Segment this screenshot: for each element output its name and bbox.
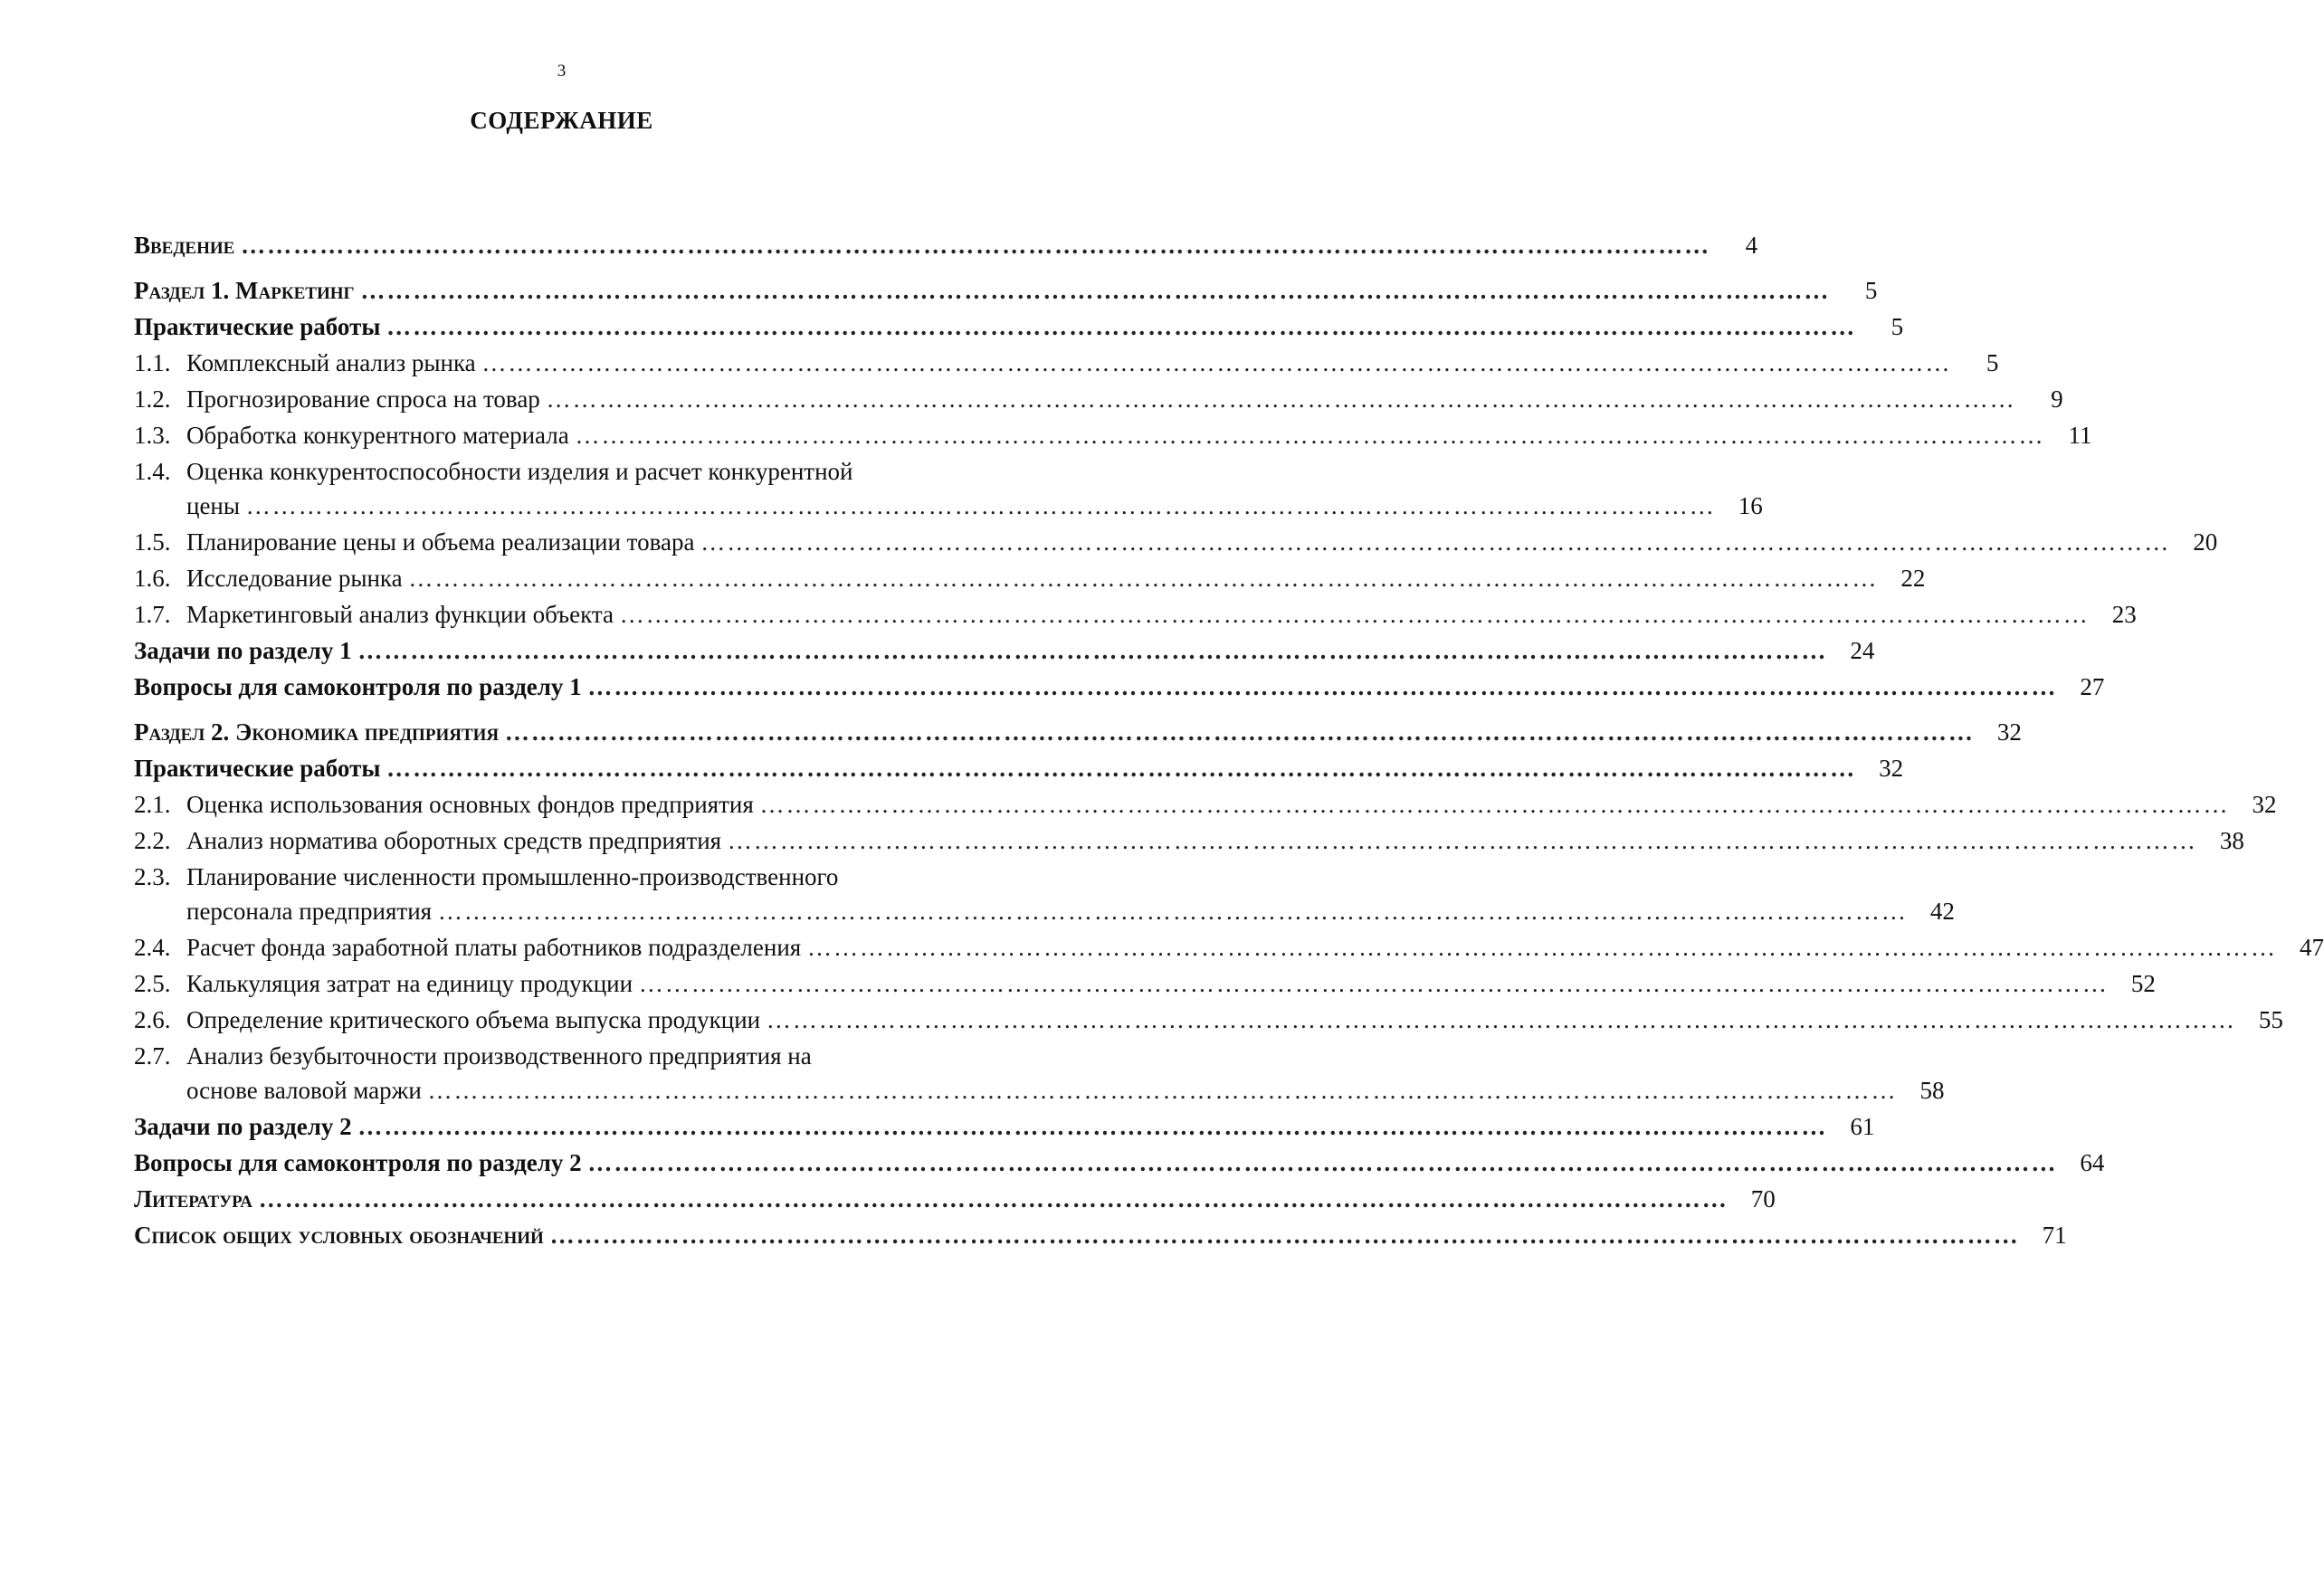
toc-entry-number: 1.7. bbox=[134, 601, 171, 628]
toc-entry-page: 9 bbox=[2051, 385, 2063, 413]
toc-entry-title: Обработка конкурентного материала bbox=[186, 422, 569, 449]
toc-entry-title: Маркетинговый анализ функции объекта bbox=[186, 601, 614, 628]
toc-entry-number: 2.5. bbox=[134, 970, 171, 997]
dot-leader: …………………………………………………………………………………………………………………………………………………… bbox=[619, 601, 2090, 628]
toc-entry[interactable] bbox=[134, 597, 2137, 632]
toc-entry-text bbox=[186, 454, 1716, 523]
toc-entry-title: Оценка конкурентоспособности изделия и расчет конкурентной bbox=[186, 458, 853, 485]
toc-entry-text bbox=[134, 751, 1856, 785]
toc-entry-page: 24 bbox=[1850, 637, 1875, 664]
toc-entry[interactable] bbox=[134, 1182, 1776, 1216]
toc-entry-page: 20 bbox=[2193, 528, 2218, 556]
toc-entry[interactable] bbox=[134, 1039, 1945, 1108]
toc-entry-text bbox=[134, 309, 1856, 344]
toc-entry-page: 70 bbox=[1750, 1185, 1776, 1212]
toc-entry-number: 1.6. bbox=[134, 565, 171, 592]
dot-leader: …………………………………………………………………………………………………………………………………………………… bbox=[386, 313, 1857, 340]
toc-entry-page: 5 bbox=[1864, 277, 1878, 304]
toc-entry[interactable] bbox=[134, 966, 2156, 1001]
toc-entry-title: Анализ норматива оборотных средств предприятия bbox=[186, 827, 722, 854]
toc-entry-page: 11 bbox=[2068, 422, 2092, 449]
dot-leader: …………………………………………………………………………………………………………………………………………………… bbox=[806, 934, 2277, 961]
toc-entry-page: 5 bbox=[1891, 313, 1904, 340]
toc-entry-title: Калькуляция затрат на единицу продукции bbox=[186, 970, 633, 997]
toc-entry-title: Расчет фонда заработной платы работников подразделения bbox=[186, 934, 802, 961]
toc-entry-continuation: цены bbox=[186, 492, 241, 519]
toc-entry-title: Планирование численности промышленно-производственного bbox=[186, 863, 839, 890]
toc-entry-text bbox=[134, 273, 1830, 308]
toc-entry-text bbox=[134, 1218, 2020, 1252]
toc-entry-page: 55 bbox=[2258, 1006, 2283, 1033]
toc-entry-page: 32 bbox=[2252, 791, 2277, 818]
toc-entry[interactable] bbox=[134, 418, 2092, 452]
toc-entry[interactable] bbox=[134, 228, 1758, 262]
toc-entry-page: 64 bbox=[2080, 1149, 2105, 1176]
page-title: СОДЕРЖАНИЕ bbox=[470, 107, 653, 134]
toc-entry-number: 1.2. bbox=[134, 385, 171, 413]
toc-entry-title: Вопросы для самоконтроля по разделу 1 bbox=[134, 673, 582, 700]
toc-entry-number: 1.1. bbox=[134, 349, 171, 376]
dot-leader: …………………………………………………………………………………………………………………………………………………… bbox=[481, 349, 1952, 376]
toc-entry-text bbox=[186, 597, 2090, 632]
toc-entry-title: Анализ безубыточности производственного предприятия на bbox=[186, 1042, 812, 1070]
dot-leader: …………………………………………………………………………………………………………………………………………………… bbox=[357, 637, 1828, 664]
dot-leader: …………………………………………………………………………………………………………………………………………………… bbox=[766, 1006, 2236, 1033]
toc-entry-page: 27 bbox=[2080, 673, 2105, 700]
toc-entry-page: 32 bbox=[1996, 718, 2022, 746]
page-number: 3 bbox=[557, 62, 567, 81]
toc-entry-page: 4 bbox=[1745, 232, 1758, 259]
toc-entry-title: Прогнозирование спроса на товар bbox=[186, 385, 540, 413]
toc-entry-page: 52 bbox=[2130, 970, 2156, 997]
toc-entry-page: 42 bbox=[1929, 898, 1955, 925]
toc-entry[interactable] bbox=[134, 787, 2277, 822]
toc-entry-number: 2.7. bbox=[134, 1042, 171, 1070]
dot-leader: …………………………………………………………………………………………………………………………………………………… bbox=[258, 1185, 1729, 1212]
dot-leader: …………………………………………………………………………………………………………………………………………………… bbox=[437, 898, 1908, 925]
toc-entry-text bbox=[134, 1146, 2057, 1180]
toc-entry-title: Задачи по разделу 1 bbox=[134, 637, 352, 664]
dot-leader: …………………………………………………………………………………………………………………………………………………… bbox=[587, 673, 2058, 700]
toc-entry-title: Литература bbox=[134, 1185, 252, 1212]
toc-entry-text bbox=[134, 1109, 1827, 1144]
toc-entry-text bbox=[186, 930, 2277, 965]
dot-leader: …………………………………………………………………………………………………………………………………………………… bbox=[241, 232, 1711, 259]
toc-entry-text bbox=[186, 561, 1878, 595]
toc-entry[interactable] bbox=[134, 715, 2022, 749]
dot-leader: …………………………………………………………………………………………………………………………………………………… bbox=[700, 528, 2171, 556]
toc-entry-title: Планирование цены и объема реализации товара bbox=[186, 528, 695, 556]
dot-leader: …………………………………………………………………………………………………………………………………………………… bbox=[360, 277, 1831, 304]
toc-entry-number: 2.3. bbox=[134, 863, 171, 890]
toc-entry-text bbox=[186, 966, 2109, 1001]
toc-entry[interactable] bbox=[134, 454, 1763, 523]
toc-entry-title: Список общих условных обозначений bbox=[134, 1222, 544, 1249]
toc-entry[interactable] bbox=[134, 561, 1926, 595]
toc-entry-text bbox=[186, 823, 2197, 858]
toc-entry-title: Вопросы для самоконтроля по разделу 2 bbox=[134, 1149, 582, 1176]
toc-entry-page: 38 bbox=[2219, 827, 2244, 854]
dot-leader: …………………………………………………………………………………………………………………………………………………… bbox=[549, 1222, 2020, 1249]
toc-entry-text bbox=[186, 382, 2016, 416]
toc-entry-title: Определение критического объема выпуска продукции bbox=[186, 1006, 761, 1033]
toc-entry[interactable] bbox=[134, 1146, 2105, 1180]
dot-leader: …………………………………………………………………………………………………………………………………………………… bbox=[386, 755, 1857, 782]
toc-entry[interactable] bbox=[134, 930, 2324, 965]
toc-entry-continuation: персонала предприятия bbox=[186, 898, 433, 925]
dot-leader: …………………………………………………………………………………………………………………………………………………… bbox=[408, 565, 1879, 592]
toc-entry-title: Раздел 1. Маркетинг bbox=[134, 277, 355, 304]
toc-entry-title: Задачи по разделу 2 bbox=[134, 1113, 352, 1140]
toc-entry-page: 71 bbox=[2042, 1222, 2067, 1249]
toc-entry-page: 32 bbox=[1879, 755, 1904, 782]
toc-entry-text bbox=[186, 525, 2170, 559]
toc-entry-number: 1.5. bbox=[134, 528, 171, 556]
table-of-contents bbox=[134, 228, 2324, 1254]
toc-entry-text bbox=[186, 1003, 2236, 1037]
dot-leader: …………………………………………………………………………………………………………………………………………………… bbox=[357, 1113, 1828, 1140]
toc-entry-title: Практические работы bbox=[134, 755, 381, 782]
toc-entry-page: 23 bbox=[2111, 601, 2137, 628]
toc-entry[interactable] bbox=[134, 633, 1875, 668]
toc-entry-page: 5 bbox=[1986, 349, 1999, 376]
toc-entry-page: 58 bbox=[1919, 1077, 1945, 1104]
toc-entry-text bbox=[134, 633, 1827, 668]
toc-entry-page: 22 bbox=[1900, 565, 1926, 592]
toc-entry-number: 2.2. bbox=[134, 827, 171, 854]
toc-entry-text bbox=[134, 228, 1710, 262]
dot-leader: …………………………………………………………………………………………………………………………………………………… bbox=[245, 492, 1716, 519]
toc-entry[interactable] bbox=[134, 346, 1999, 380]
toc-entry-title: Практические работы bbox=[134, 313, 381, 340]
toc-entry[interactable] bbox=[134, 670, 2105, 704]
toc-entry[interactable] bbox=[134, 382, 2063, 416]
toc-entry-text bbox=[134, 1182, 1729, 1216]
toc-entry-number: 1.3. bbox=[134, 422, 171, 449]
toc-entry-page: 16 bbox=[1738, 492, 1763, 519]
toc-entry-text bbox=[134, 715, 1975, 749]
toc-entry[interactable] bbox=[134, 1109, 1875, 1144]
toc-entry[interactable] bbox=[134, 1003, 2283, 1037]
toc-entry-text bbox=[186, 860, 1908, 928]
toc-entry-number: 2.6. bbox=[134, 1006, 171, 1033]
toc-entry-continuation: основе валовой маржи bbox=[186, 1077, 422, 1104]
toc-entry-text bbox=[134, 670, 2057, 704]
toc-entry[interactable] bbox=[134, 309, 1904, 344]
toc-entry[interactable] bbox=[134, 823, 2244, 858]
dot-leader: …………………………………………………………………………………………………………………………………………………… bbox=[727, 827, 2197, 854]
toc-entry-text bbox=[186, 787, 2230, 822]
toc-entry-text bbox=[186, 418, 2044, 452]
toc-entry-title: Введение bbox=[134, 232, 235, 259]
dot-leader: …………………………………………………………………………………………………………………………………………………… bbox=[759, 791, 2230, 818]
toc-entry[interactable] bbox=[134, 273, 1878, 308]
toc-entry-title: Исследование рынка bbox=[186, 565, 403, 592]
dot-leader: …………………………………………………………………………………………………………………………………………………… bbox=[546, 385, 2016, 413]
toc-entry-number: 2.4. bbox=[134, 934, 171, 961]
toc-entry[interactable] bbox=[134, 860, 1955, 928]
toc-entry-title: Раздел 2. Экономика предприятия bbox=[134, 718, 500, 746]
toc-entry[interactable] bbox=[134, 525, 2218, 559]
dot-leader: …………………………………………………………………………………………………………………………………………………… bbox=[587, 1149, 2058, 1176]
toc-entry-title: Оценка использования основных фондов предприятия bbox=[186, 791, 754, 818]
dot-leader: …………………………………………………………………………………………………………………………………………………… bbox=[575, 422, 2045, 449]
toc-entry-page: 47 bbox=[2299, 934, 2324, 961]
toc-entry[interactable] bbox=[134, 751, 1904, 785]
dot-leader: …………………………………………………………………………………………………………………………………………………… bbox=[504, 718, 1975, 746]
toc-entry-text bbox=[186, 346, 1951, 380]
toc-entry-page: 61 bbox=[1850, 1113, 1875, 1140]
toc-entry-number: 1.4. bbox=[134, 458, 171, 485]
toc-entry-title: Комплексный анализ рынка bbox=[186, 349, 476, 376]
toc-entry[interactable] bbox=[134, 1218, 2067, 1252]
dot-leader: …………………………………………………………………………………………………………………………………………………… bbox=[427, 1077, 1898, 1104]
dot-leader: …………………………………………………………………………………………………………………………………………………… bbox=[638, 970, 2109, 997]
toc-entry-text bbox=[186, 1039, 1898, 1108]
toc-entry-number: 2.1. bbox=[134, 791, 171, 818]
